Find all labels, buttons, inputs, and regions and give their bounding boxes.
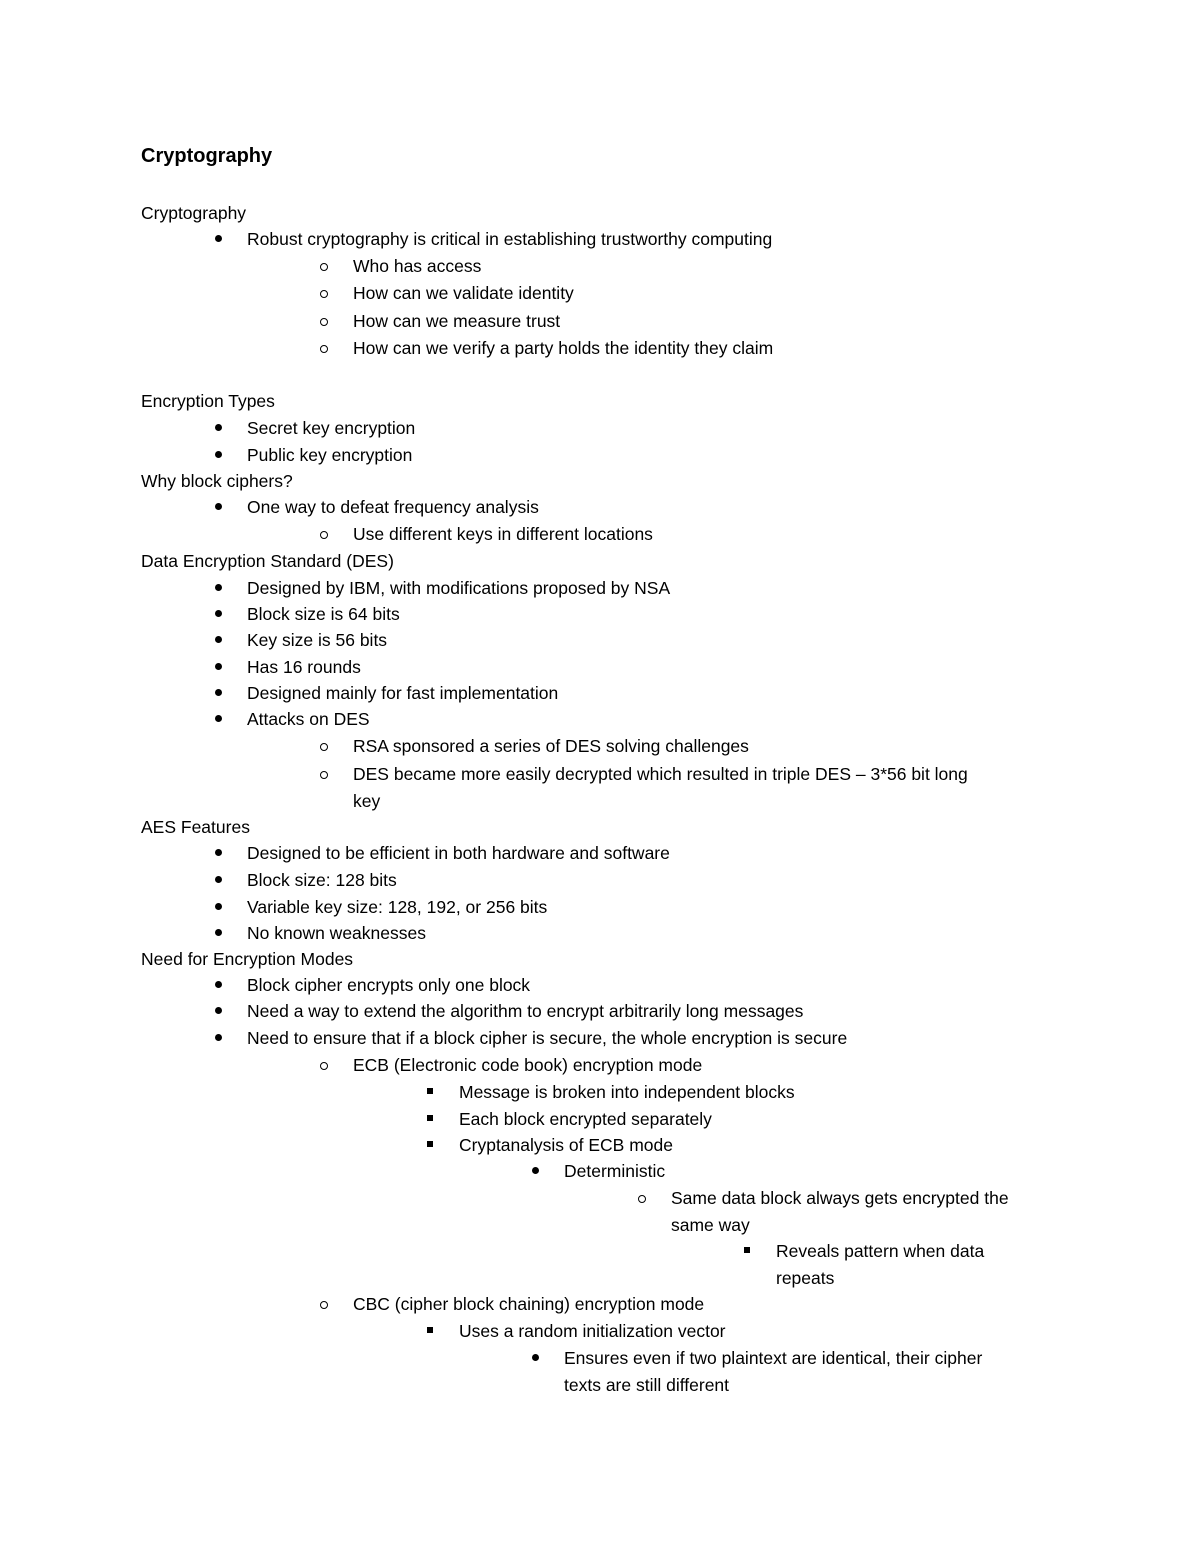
- bullet-disc-icon: [215, 503, 222, 510]
- list-item: No known weaknesses: [247, 923, 426, 943]
- bullet-square-icon: [427, 1088, 433, 1094]
- list-item: One way to defeat frequency analysis: [247, 497, 539, 517]
- bullet-circle-icon: [320, 318, 328, 326]
- list-item: Public key encryption: [247, 445, 413, 465]
- list-item: same way: [671, 1215, 750, 1235]
- list-item: Designed mainly for fast implementation: [247, 683, 559, 703]
- bullet-square-icon: [427, 1115, 433, 1121]
- list-item: Variable key size: 128, 192, or 256 bits: [247, 897, 548, 917]
- bullet-disc-icon: [215, 849, 222, 856]
- bullet-disc-icon: [215, 981, 222, 988]
- list-item: Cryptanalysis of ECB mode: [459, 1135, 673, 1155]
- list-item: Need a way to extend the algorithm to encrypt arbitrarily long messages: [247, 1001, 804, 1021]
- bullet-square-icon: [427, 1327, 433, 1333]
- bullet-circle-icon: [320, 290, 328, 298]
- section-heading: AES Features: [141, 817, 250, 837]
- bullet-disc-icon: [215, 451, 222, 458]
- list-item: key: [353, 791, 381, 811]
- section-heading: Encryption Types: [141, 391, 275, 411]
- bullet-circle-icon: [320, 743, 328, 751]
- list-item: ECB (Electronic code book) encryption mode: [353, 1055, 703, 1075]
- list-item: Deterministic: [564, 1161, 666, 1181]
- list-item: Attacks on DES: [247, 709, 370, 729]
- bullet-disc-icon: [215, 610, 222, 617]
- bullet-disc-icon: [215, 689, 222, 696]
- bullet-disc-icon: [215, 929, 222, 936]
- list-item: Use different keys in different locations: [353, 524, 653, 544]
- bullet-disc-icon: [532, 1354, 539, 1361]
- bullet-disc-icon: [215, 663, 222, 670]
- list-item: Ensures even if two plaintext are identical, their cipher: [564, 1348, 983, 1368]
- list-item: Reveals pattern when data: [776, 1241, 985, 1261]
- list-item: texts are still different: [564, 1375, 730, 1395]
- bullet-disc-icon: [215, 715, 222, 722]
- page-title: Cryptography: [141, 145, 273, 167]
- list-item: Robust cryptography is critical in establishing trustworthy computing: [247, 229, 773, 249]
- bullet-disc-icon: [215, 1007, 222, 1014]
- bullet-disc-icon: [215, 235, 222, 242]
- list-item: Designed to be efficient in both hardware and software: [247, 843, 670, 863]
- bullet-circle-icon: [320, 531, 328, 539]
- bullet-circle-icon: [320, 263, 328, 271]
- list-item: RSA sponsored a series of DES solving challenges: [353, 736, 749, 756]
- bullet-circle-icon: [320, 771, 328, 779]
- section-heading: Data Encryption Standard (DES): [141, 551, 394, 571]
- bullet-disc-icon: [215, 584, 222, 591]
- list-item: Need to ensure that if a block cipher is secure, the whole encryption is secure: [247, 1028, 848, 1048]
- list-item: How can we measure trust: [353, 311, 561, 331]
- bullet-square-icon: [744, 1247, 750, 1253]
- section-heading: Why block ciphers?: [141, 471, 293, 491]
- bullet-disc-icon: [215, 1034, 222, 1041]
- bullet-circle-icon: [638, 1195, 646, 1203]
- list-item: Secret key encryption: [247, 418, 416, 438]
- list-item: Block cipher encrypts only one block: [247, 975, 531, 995]
- bullet-square-icon: [427, 1141, 433, 1147]
- bullet-circle-icon: [320, 1301, 328, 1309]
- list-item: Each block encrypted separately: [459, 1109, 712, 1129]
- bullet-disc-icon: [215, 876, 222, 883]
- section-heading: Cryptography: [141, 203, 247, 223]
- list-item: Key size is 56 bits: [247, 630, 388, 650]
- list-item: Uses a random initialization vector: [459, 1321, 726, 1341]
- list-item: repeats: [776, 1268, 835, 1288]
- list-item: CBC (cipher block chaining) encryption mode: [353, 1294, 705, 1314]
- section-heading: Need for Encryption Modes: [141, 949, 354, 969]
- list-item: Message is broken into independent blocks: [459, 1082, 795, 1102]
- bullet-circle-icon: [320, 345, 328, 353]
- bullet-disc-icon: [215, 636, 222, 643]
- list-item: How can we validate identity: [353, 283, 574, 303]
- list-item: Block size: 128 bits: [247, 870, 397, 890]
- bullet-disc-icon: [532, 1167, 539, 1174]
- list-item: DES became more easily decrypted which resulted in triple DES – 3*56 bit long: [353, 764, 968, 784]
- list-item: Has 16 rounds: [247, 657, 361, 677]
- bullet-disc-icon: [215, 903, 222, 910]
- bullet-disc-icon: [215, 424, 222, 431]
- list-item: Who has access: [353, 256, 482, 276]
- list-item: Block size is 64 bits: [247, 604, 400, 624]
- list-item: Designed by IBM, with modifications proposed by NSA: [247, 578, 671, 598]
- bullet-circle-icon: [320, 1062, 328, 1070]
- list-item: Same data block always gets encrypted the: [671, 1188, 1009, 1208]
- list-item: How can we verify a party holds the identity they claim: [353, 338, 774, 358]
